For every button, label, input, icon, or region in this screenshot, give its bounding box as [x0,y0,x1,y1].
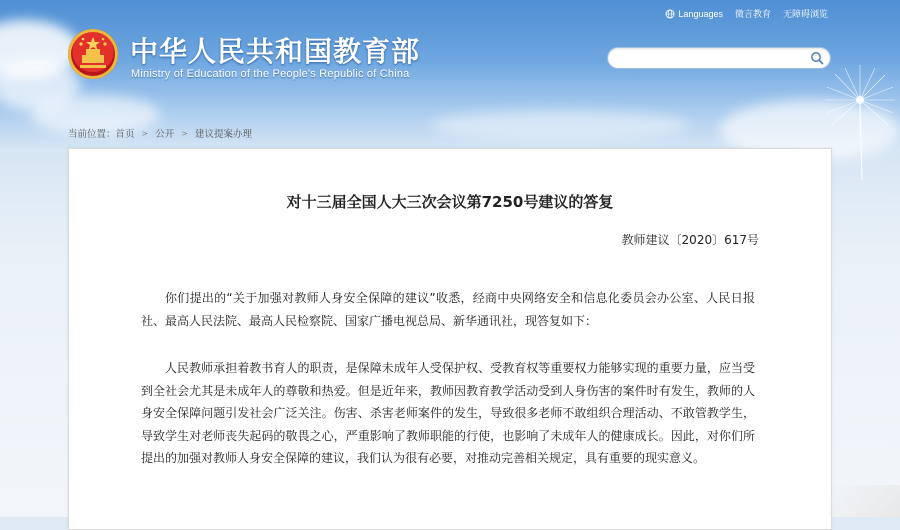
document-panel [68,148,832,530]
languages-label: Languages [678,8,723,19]
corner-decoration [829,485,900,517]
weibo-link[interactable]: 微言教育 [734,10,771,20]
languages-link[interactable] [665,9,723,19]
site-header [0,0,900,120]
breadcrumb [68,126,252,140]
site-title[interactable]: 中华人民共和国教育部 [130,35,421,68]
breadcrumb-item-proposals[interactable]: 建议提案办理 [194,129,252,140]
globe-icon [665,9,675,19]
accessibility-link[interactable]: 无障碍浏览 [782,10,828,20]
national-emblem-icon[interactable] [68,29,118,79]
search-input[interactable] [618,50,802,68]
document-number: 教师建议〔2020〕617号 [621,233,759,247]
breadcrumb-label: 当前位置： [68,129,116,140]
site-subtitle: Ministry of Education of the People's Republic of China [131,68,410,80]
breadcrumb-item-public[interactable]: 公开 [155,129,175,140]
search-box [607,47,831,69]
document-paragraph: 你们提出的“关于加强对教师人身安全保障的建议”收悉，经商中央网络安全和信息化委员会办公室、人民日报社、最高人民法院、最高人民检察院、国家广播电视总局、新华通讯社，现答复如下： [141,291,755,328]
chevron-right-icon: > [141,128,149,138]
breadcrumb-item-home[interactable]: 首页 [115,129,135,140]
chevron-right-icon: > [181,128,188,138]
top-nav [665,7,828,20]
document-paragraph: 人民教师承担着教书育人的职责，是保障未成年人受保护权、受教育权等重要权力能够实现的重要力量，应当受到全社会尤其是未成年人的尊敬和热爱。但是近年来，教师因教育教学活动受到人身伤害的案件时有发生，教师的人身安全保障问题引发社会广泛关注。伤害、杀害老师案件的发生，导致很多老师不敢组织合理活动、不敢管教学生，导致学生对老师丧失起码的敬畏之心，严重影响了教师职能的行使，也影响了未成年人的健康成长。因此，对你们所提出的加强对教师人身安全保障的建议，我们认为很有必要，对推动完善相关规定，具有重要的现实意义。 [141,361,755,465]
document-title: 对十三届全国人大三次会议第7250号建议的答复 [286,193,614,211]
